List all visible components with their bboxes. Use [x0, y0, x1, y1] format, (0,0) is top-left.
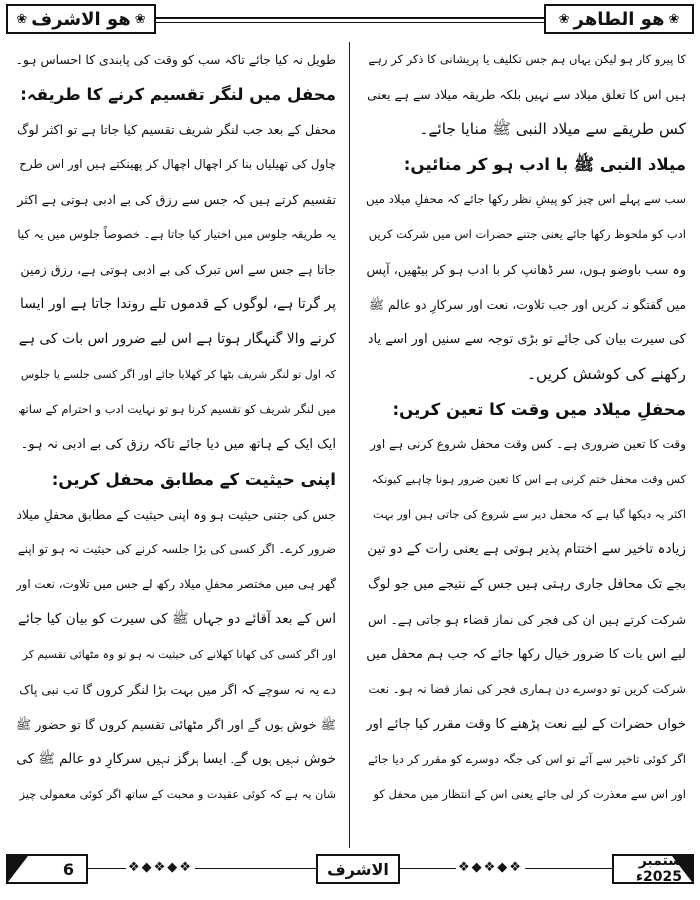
body-text-line: کس وقت محفل ختم کرنی ہے اس کا تعین ضرور ہونا چاہیے کیونکہ: [371, 473, 686, 486]
section-heading: میلاد النبی ﷺ با ادب ہو کر منائیں:: [403, 155, 686, 174]
ornament-icon: ❀: [134, 11, 146, 27]
body-text-line: جس کی جتنی حیثیت ہو وہ اپنی حیثیت کے مطابق محفلِ میلاد: [16, 507, 336, 522]
footer-rule: [88, 868, 316, 869]
page-number: 6: [62, 859, 74, 879]
magazine-name-box: [316, 854, 400, 884]
body-text-line: ایک ایک کے ہاتھ میں دیا جائے تاکہ رزق کی بے ادبی نہ ہو۔: [20, 437, 336, 452]
section-heading: محفلِ میلاد میں وقت کا تعین کریں:: [392, 400, 686, 419]
header-rule-thin: [156, 22, 544, 23]
body-text-line: ضرور کرے۔ اگر کسی کی بڑا جلسہ کرنے کی حیثیت نہ ہو تو اپنے: [17, 542, 336, 556]
body-text-line: وقت کا تعین ضروری ہے۔ کس وقت محفل شروع کرنی ہے اور: [370, 437, 686, 451]
body-text-line: کہ اول تو لنگر شریف بٹھا کر کھلایا جائے اور اگر کسی جلسے یا جلوس: [20, 368, 336, 381]
footer-ornament-icon: ❖◆❖◆❖: [128, 860, 193, 875]
header-title-left-text: ھو الاشرف: [31, 8, 131, 30]
body-text-line: خواں حضرات کے لیے نعت پڑھنے کا وقت مقرر کیا جائے اور: [366, 717, 686, 732]
body-text-line: شان یہ ہے کہ کوئی عقیدت و محبت کے ساتھ اگر کوئی معمولی چیز: [19, 788, 336, 801]
body-text-line: یہ طریقہ جلوس میں اختیار کیا جاتا ہے۔ خصوصاً جلوس میں یہ کیا: [17, 227, 336, 241]
page-footer: [6, 852, 694, 886]
right-column: [366, 42, 686, 848]
body-text-line: خوش نہیں ہوں گے۔ ایسا ہرگز نہیں سرکارِ دو عالم ﷺ کی: [16, 751, 336, 767]
body-text-line: اور اس سے معذرت کر لی جائے یعنی اس کے انتظار میں محفل کو: [373, 787, 686, 801]
corner-triangle-icon: [672, 856, 692, 882]
body-text-line: میں گفتگو نہ کریں اور جب تلاوت، نعت اور سرکارِ دو عالم ﷺ: [369, 297, 686, 312]
body-text-line: بجے تک محافل جاری رہتی ہیں جس کے نتیجے میں جو لوگ: [368, 577, 686, 592]
footer-ornament-icon: ❖◆❖◆❖: [458, 860, 523, 875]
body-text-line: ادب کو ملحوظ رکھا جائے یعنی جتنے حضرات اس میں شرکت کریں: [368, 227, 686, 241]
body-text-line: گھر ہی میں مختصر محفلِ میلاد رکھ لے جس میں تلاوت، نعت اور: [16, 577, 336, 591]
body-text-line: محفل کے بعد جب لنگر شریف تقسیم کیا جاتا ہے تو اکثر لوگ: [17, 122, 336, 137]
body-text-line: چاول کی تھیلیاں بنا کر اچھال اچھال کر پھینکتے ہیں اور اس طرح: [19, 157, 336, 171]
body-text-line: وہ سب باوضو ہوں، سر ڈھانپ کر با ادب ہو کر بیٹھیں، آپس: [366, 262, 686, 277]
column-divider: [349, 42, 350, 848]
ornament-icon: ❀: [558, 11, 570, 27]
corner-triangle-icon: [8, 856, 28, 882]
body-text-line: ہیں اس کا تعلق میلاد سے نہیں بلکہ طریقہ میلاد سے ہے یعنی: [367, 87, 686, 102]
body-text-line: ﷺ خوش ہوں گے اور اگر مٹھائی تقسیم کروں گا تو حضور ﷺ: [16, 717, 336, 732]
body-text-line: کس طریقے سے میلاد النبی ﷺ منایا جائے۔: [419, 120, 686, 138]
header-rule: [156, 17, 544, 19]
body-text-line: اکثر یہ دیکھا گیا ہے کہ محفل دیر سے شروع کی جاتی ہیں اور بہت: [373, 508, 686, 521]
ornament-icon: ❀: [668, 11, 680, 27]
body-text-line: دے یہ نہ سوچے کہ اگر میں بہت بڑا لنگر کروں گا تب نبی پاک: [19, 682, 336, 697]
issue-date-box: [612, 854, 694, 884]
header-title-left: [6, 4, 156, 34]
page-number-box: [6, 854, 88, 884]
body-text-line: شرکت کریں تو دوسرے دن ہماری فجر کی نماز قضا نہ ہو۔ نعت: [368, 682, 686, 696]
body-text-line: پر گرتا ہے، لوگوں کے قدموں تلے روندا جاتا ہے اور ایسا: [20, 296, 336, 312]
body-text-line: جاتا ہے جس سے اس تبرک کی بے ادبی ہوتی ہے، رزق زمین: [20, 262, 336, 277]
left-column: [16, 42, 336, 848]
body-text-line: لیے اس بات کا ضرور خیال رکھا جائے کہ جب ہم محفل میں: [366, 647, 686, 662]
body-text-line: تقسیم کرتے ہیں کہ جس سے رزق کی بے ادبی ہوتی ہے اکثر: [17, 192, 336, 207]
body-text-line: زیادہ تاخیر سے اختتام پذیر ہوتی ہے یعنی رات کے دو تین: [367, 541, 686, 557]
header-title-right-text: ھو الطاھر: [573, 8, 665, 30]
body-text-line: طویل نہ کیا جائے تاکہ سب کو وقت کی پابندی کا احساس ہو۔: [16, 52, 336, 67]
body-text-line: اور اگر کسی کی کھانا کھلانے کی حیثیت نہ ہو تو وہ مٹھائی تقسیم کر: [22, 648, 336, 661]
body-text-line: شرکت کرتے ہیں ان کی فجر کی نماز قضاء ہو جاتی ہے۔ اس: [367, 612, 686, 627]
body-text-line: سب سے پہلے اس چیز کو پیشِ نظر رکھا جائے کہ محفلِ میلاد میں: [366, 192, 686, 206]
issue-date: ستمبر 2025ء: [635, 853, 682, 885]
body-text-line: کا پیرو کار ہو لیکن یہاں ہم جس تکلیف یا پریشانی کا ذکر کر رہے: [368, 52, 686, 66]
section-heading: اپنی حیثیت کے مطابق محفل کریں:: [51, 470, 336, 489]
magazine-name: الاشرف: [327, 859, 389, 879]
body-text-line: کرنے والا گنہگار ہوتا ہے اس لیے ضرور اس بات کی ہے: [18, 331, 336, 347]
body-text-line: کی سیرت بیان کی جائے تو بڑی توجہ سے سنیں اور اسے یاد: [367, 332, 686, 347]
section-heading: محفل میں لنگر تقسیم کرنے کا طریقہ:: [20, 85, 336, 104]
body-text-line: اگر کوئی تاخیر سے آئے تو اس کی جگہ دوسرے کو مقرر کر دیا جائے: [367, 752, 686, 766]
body-text-line: اس کے بعد آقائے دو جہاں ﷺ کی سیرت کو بیان کیا جائے: [18, 611, 336, 627]
body-text-line: رکھنے کی کوشش کریں۔: [527, 365, 686, 383]
body-text-line: میں لنگر شریف کو تقسیم کرنا ہو تو نہایت ادب و احترام کے ساتھ: [18, 402, 336, 416]
ornament-icon: ❀: [16, 11, 28, 27]
page-header: [6, 4, 694, 36]
header-title-right: [544, 4, 694, 34]
